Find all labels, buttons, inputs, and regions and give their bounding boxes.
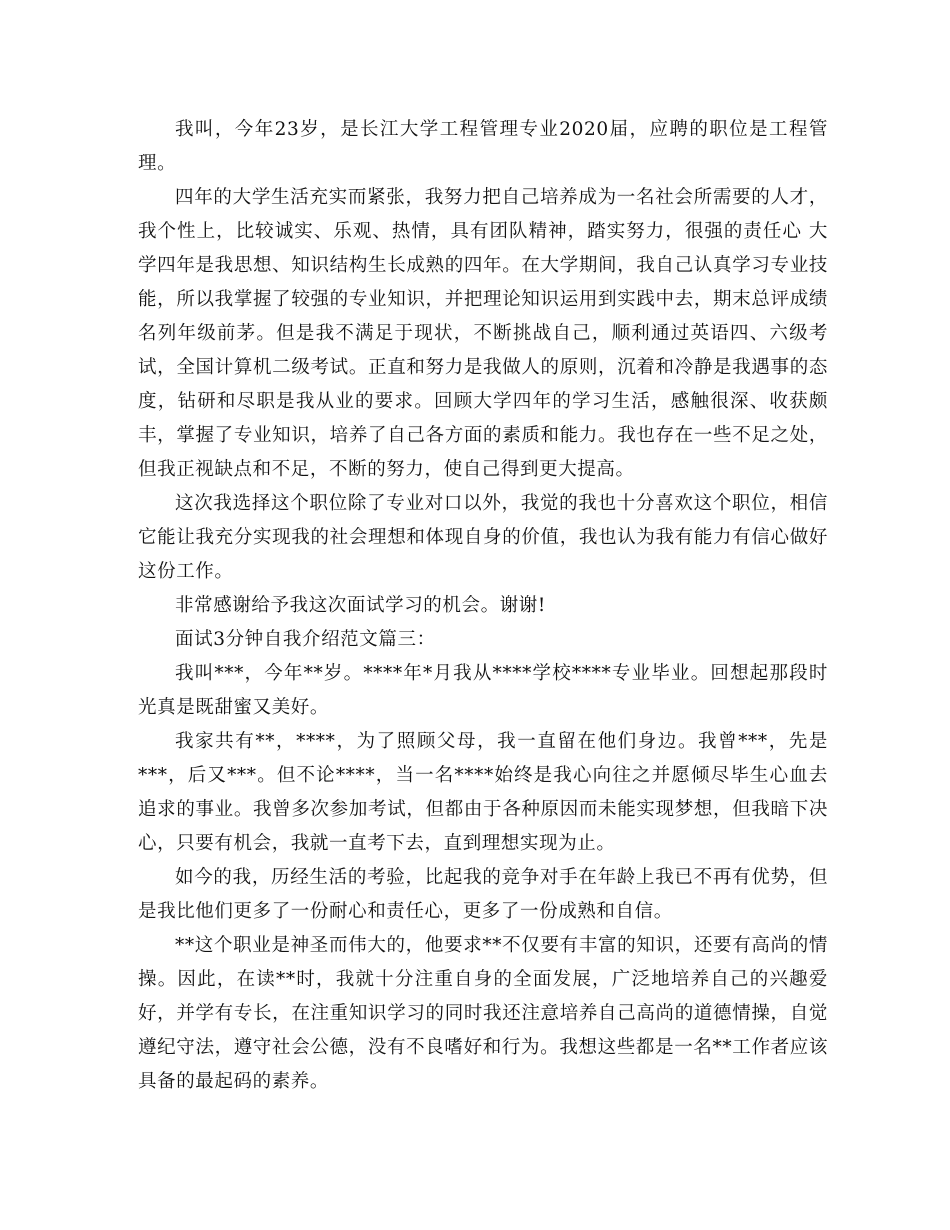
paragraph-college-life: 四年的大学生活充实而紧张，我努力把自己培养成为一名社会所需要的人才，我个性上，比较诚实、乐观、热情，具有团队精神，踏实努力，很强的责任心 大学四年是我思想、知识结构生长成熟的四年。在大学期间，我自己认真学习专业技能，所以我掌握了较强的专业知识，并把理论知识运用到实践中去，期末总评成绩名列年级前茅。但是我不满足于现状，不断挑战自己，顺利通过英语四、六级考试，全国计算机二级考试。正直和努力是我做人的原则，沉着和冷静是我遇事的态度，钻研和尽职是我从业的要求。回顾大学四年的学习生活，感触很深、收获颇丰，掌握了专业知识，培养了自己各方面的素质和能力。我也存在一些不足之处，但我正视缺点和不足，不断的努力，使自己得到更大提高。 bbox=[138, 187, 828, 480]
paragraph-experience: 如今的我，历经生活的考验，比起我的竞争对手在年龄上我已不再有优势，但是我比他们更多了一份耐心和责任心，更多了一份成熟和自信。 bbox=[138, 867, 828, 922]
section-heading-sample-three: 面试3分钟自我介绍范文篇三： bbox=[175, 629, 436, 650]
paragraph-self-intro: 我叫***，今年**岁。****年*月我从****学校****专业毕业。回想起那段时光真是既甜蜜又美好。 bbox=[138, 663, 828, 718]
paragraph-thanks: 非常感谢给予我这次面试学习的机会。谢谢! bbox=[175, 595, 546, 616]
paragraph-family: 我家共有**，****，为了照顾父母，我一直留在他们身边。我曾***，先是***，后又***。但不论****，当一名****始终是我心向往之并愿倾尽毕生心血去追求的事业。我曾多次参加考试，但都由于各种原因而未能实现梦想，但我暗下决心，只要有机会，我就一直考下去，直到理想实现为止。 bbox=[138, 731, 828, 854]
document-body bbox=[138, 113, 828, 1099]
paragraph-profession: **这个职业是神圣而伟大的，他要求**不仅要有丰富的知识，还要有高尚的情操。因此，在读**时，我就十分注重自身的全面发展，广泛地培养自己的兴趣爱好，并学有专长，在注重知识学习的同时我还注意培养自己高尚的道德情操，自觉遵纪守法，遵守社会公德，没有不良嗜好和行为。我想这些都是一名**工作者应该具备的最起码的素养。 bbox=[138, 935, 828, 1092]
paragraph-intro: 我叫，今年23岁，是长江大学工程管理专业2020届，应聘的职位是工程管理。 bbox=[138, 119, 828, 174]
paragraph-job-choice: 这次我选择这个职位除了专业对口以外，我觉的我也十分喜欢这个职位，相信它能让我充分实现我的社会理想和体现自身的价值，我也认为我有能力有信心做好这份工作。 bbox=[138, 493, 828, 582]
